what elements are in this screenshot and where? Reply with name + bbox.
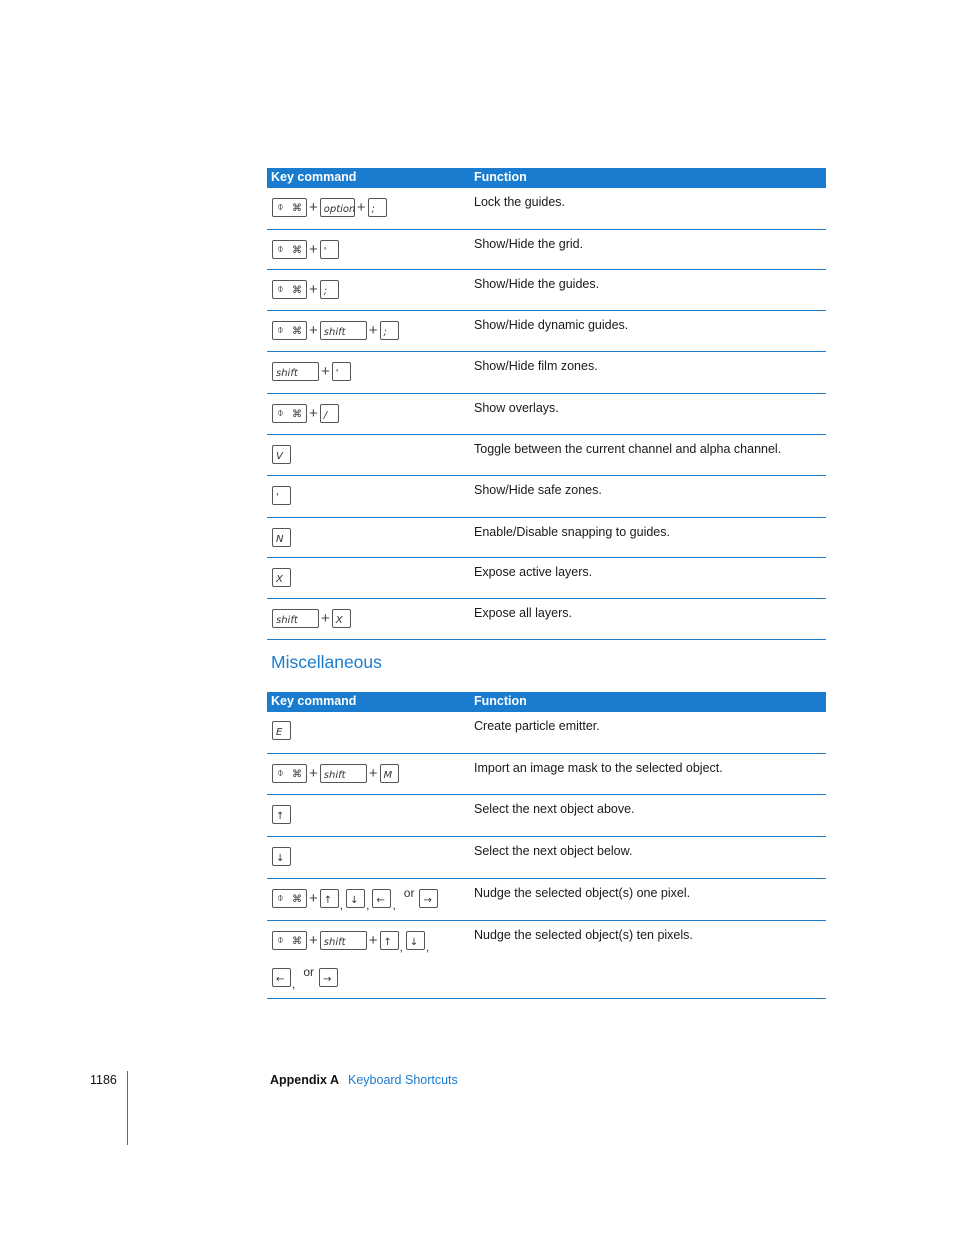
command-key [272, 280, 307, 299]
comma: , [292, 977, 296, 991]
command-icon: ⌘ [292, 894, 302, 905]
plus-sign: + [309, 890, 318, 907]
page-number: 1186 [90, 1073, 117, 1087]
plus-sign: + [309, 765, 318, 782]
table-row [267, 754, 826, 795]
function-text: Nudge the selected object(s) ten pixels. [474, 928, 693, 942]
semicolon-key: ; [380, 321, 399, 340]
key-combo [272, 568, 291, 587]
key-combo [272, 362, 351, 381]
table-row [267, 352, 826, 394]
command-key [272, 321, 307, 340]
appendix-label: Appendix A [270, 1073, 339, 1087]
function-text: Toggle between the current channel and alpha channel. [474, 442, 782, 456]
chapter-link[interactable]: Keyboard Shortcuts [348, 1073, 458, 1087]
table-header [267, 168, 826, 188]
down-arrow-icon: ↓ [350, 895, 359, 906]
right-arrow-icon: → [423, 895, 432, 906]
table-row [267, 837, 826, 879]
plus-sign: + [368, 765, 378, 782]
e-key: E [272, 721, 291, 740]
table-row [267, 921, 826, 999]
comma: , [339, 898, 344, 912]
up-arrow-key [272, 805, 291, 824]
plus-sign: + [309, 322, 318, 339]
function-text: Lock the guides. [474, 195, 566, 209]
command-key [272, 404, 307, 423]
function-text: Expose all layers. [474, 606, 572, 620]
comma: , [425, 940, 430, 954]
quote-key: ' [272, 486, 291, 505]
command-key [272, 931, 307, 950]
up-arrow-icon: ↑ [276, 811, 285, 822]
slash-key: / [320, 404, 339, 423]
m-key: M [380, 764, 399, 783]
table-row [267, 270, 826, 311]
table-row [267, 435, 826, 476]
table-row [267, 712, 826, 754]
plus-sign: + [368, 932, 378, 949]
table-row [267, 311, 826, 352]
key-combo [272, 445, 291, 464]
header-key-command: Key command [271, 694, 357, 708]
plus-sign: + [309, 281, 318, 298]
key-combo [272, 198, 387, 217]
key-combo [272, 404, 339, 423]
table-row [267, 230, 826, 270]
left-arrow-key [272, 968, 291, 987]
key-combo [272, 847, 291, 866]
function-text: Expose active layers. [474, 565, 593, 579]
plus-sign: + [321, 363, 330, 380]
footer-divider [127, 1071, 128, 1145]
table-row [267, 518, 826, 558]
table-row [267, 394, 826, 435]
or-text: or [303, 965, 315, 979]
key-combo [272, 721, 291, 740]
table-row [267, 476, 826, 518]
key-combo [272, 240, 339, 259]
semicolon-key: ; [368, 198, 387, 217]
comma: , [366, 898, 370, 912]
plus-sign: + [309, 199, 318, 216]
command-key [272, 198, 307, 217]
plus-sign: + [309, 405, 318, 422]
apple-icon: ⌽ [277, 934, 284, 946]
command-icon: ⌘ [292, 409, 302, 420]
key-combo [272, 321, 399, 340]
shift-key: shift [320, 931, 367, 950]
table-header [267, 692, 826, 712]
option-key: option [320, 198, 355, 217]
apple-icon: ⌽ [277, 283, 284, 295]
down-arrow-key [346, 889, 365, 908]
table-row [267, 188, 826, 230]
function-text: Select the next object above. [474, 802, 635, 816]
command-icon: ⌘ [292, 936, 302, 947]
plus-sign: + [309, 241, 318, 258]
key-combo [272, 805, 291, 824]
key-combo [272, 886, 438, 912]
function-text: Create particle emitter. [474, 719, 600, 733]
function-text: Enable/Disable snapping to guides. [474, 525, 670, 539]
down-arrow-key [406, 931, 425, 950]
down-arrow-key [272, 847, 291, 866]
comma: , [392, 898, 396, 912]
function-text: Nudge the selected object(s) one pixel. [474, 886, 691, 900]
right-arrow-key [319, 968, 338, 987]
plus-sign: + [309, 932, 318, 949]
apple-icon: ⌽ [277, 407, 284, 419]
apple-icon: ⌽ [277, 243, 284, 255]
left-arrow-icon: ← [276, 974, 285, 985]
quote-key: ' [332, 362, 351, 381]
quote-key: ' [320, 240, 339, 259]
right-arrow-key [419, 889, 438, 908]
up-arrow-icon: ↑ [323, 895, 333, 906]
apple-icon: ⌽ [277, 892, 284, 904]
key-combo [272, 528, 291, 547]
header-function: Function [474, 170, 527, 184]
command-key [272, 889, 307, 908]
key-combo [272, 931, 432, 954]
semicolon-key: ; [320, 280, 339, 299]
x-key: X [332, 609, 351, 628]
command-icon: ⌘ [292, 326, 302, 337]
table-row [267, 599, 826, 640]
left-arrow-icon: ← [376, 895, 385, 906]
misc-shortcuts-table [267, 692, 826, 999]
n-key: N [272, 528, 291, 547]
function-text: Select the next object below. [474, 844, 633, 858]
command-icon: ⌘ [292, 769, 302, 780]
function-text: Show/Hide safe zones. [474, 483, 602, 497]
or-text: or [403, 886, 415, 900]
key-combo [272, 609, 351, 628]
plus-sign: + [321, 610, 330, 627]
command-key [272, 240, 307, 259]
shortcuts-table [267, 168, 826, 640]
down-arrow-icon: ↓ [276, 853, 285, 864]
function-text: Show/Hide dynamic guides. [474, 318, 629, 332]
command-icon: ⌘ [292, 285, 302, 296]
command-icon: ⌘ [292, 245, 302, 256]
v-key: V [272, 445, 291, 464]
function-text: Show/Hide the guides. [474, 277, 600, 291]
x-key: X [272, 568, 291, 587]
plus-sign: + [356, 199, 366, 216]
down-arrow-icon: ↓ [409, 937, 419, 948]
plus-sign: + [368, 322, 378, 339]
header-function: Function [474, 694, 527, 708]
shift-key: shift [272, 609, 319, 628]
apple-icon: ⌽ [277, 324, 284, 336]
function-text: Show overlays. [474, 401, 559, 415]
table-row [267, 795, 826, 837]
command-icon: ⌘ [292, 203, 302, 214]
right-arrow-icon: → [323, 974, 332, 985]
function-text: Import an image mask to the selected object. [474, 761, 723, 775]
up-arrow-icon: ↑ [383, 937, 392, 948]
function-text: Show/Hide film zones. [474, 359, 598, 373]
section-title: Miscellaneous [271, 652, 382, 672]
apple-icon: ⌽ [277, 201, 284, 213]
key-combo [272, 764, 399, 783]
comma: , [399, 940, 403, 954]
apple-icon: ⌽ [277, 767, 284, 779]
shift-key: shift [320, 764, 367, 783]
up-arrow-key [320, 889, 339, 908]
header-key-command: Key command [271, 170, 357, 184]
key-combo-continued [272, 965, 338, 991]
key-combo [272, 486, 291, 505]
shift-key: shift [320, 321, 367, 340]
left-arrow-key [372, 889, 391, 908]
shift-key: shift [272, 362, 319, 381]
up-arrow-key [380, 931, 399, 950]
function-text: Show/Hide the grid. [474, 237, 584, 251]
key-combo [272, 280, 339, 299]
table-row [267, 879, 826, 921]
table-row [267, 558, 826, 599]
command-key [272, 764, 307, 783]
